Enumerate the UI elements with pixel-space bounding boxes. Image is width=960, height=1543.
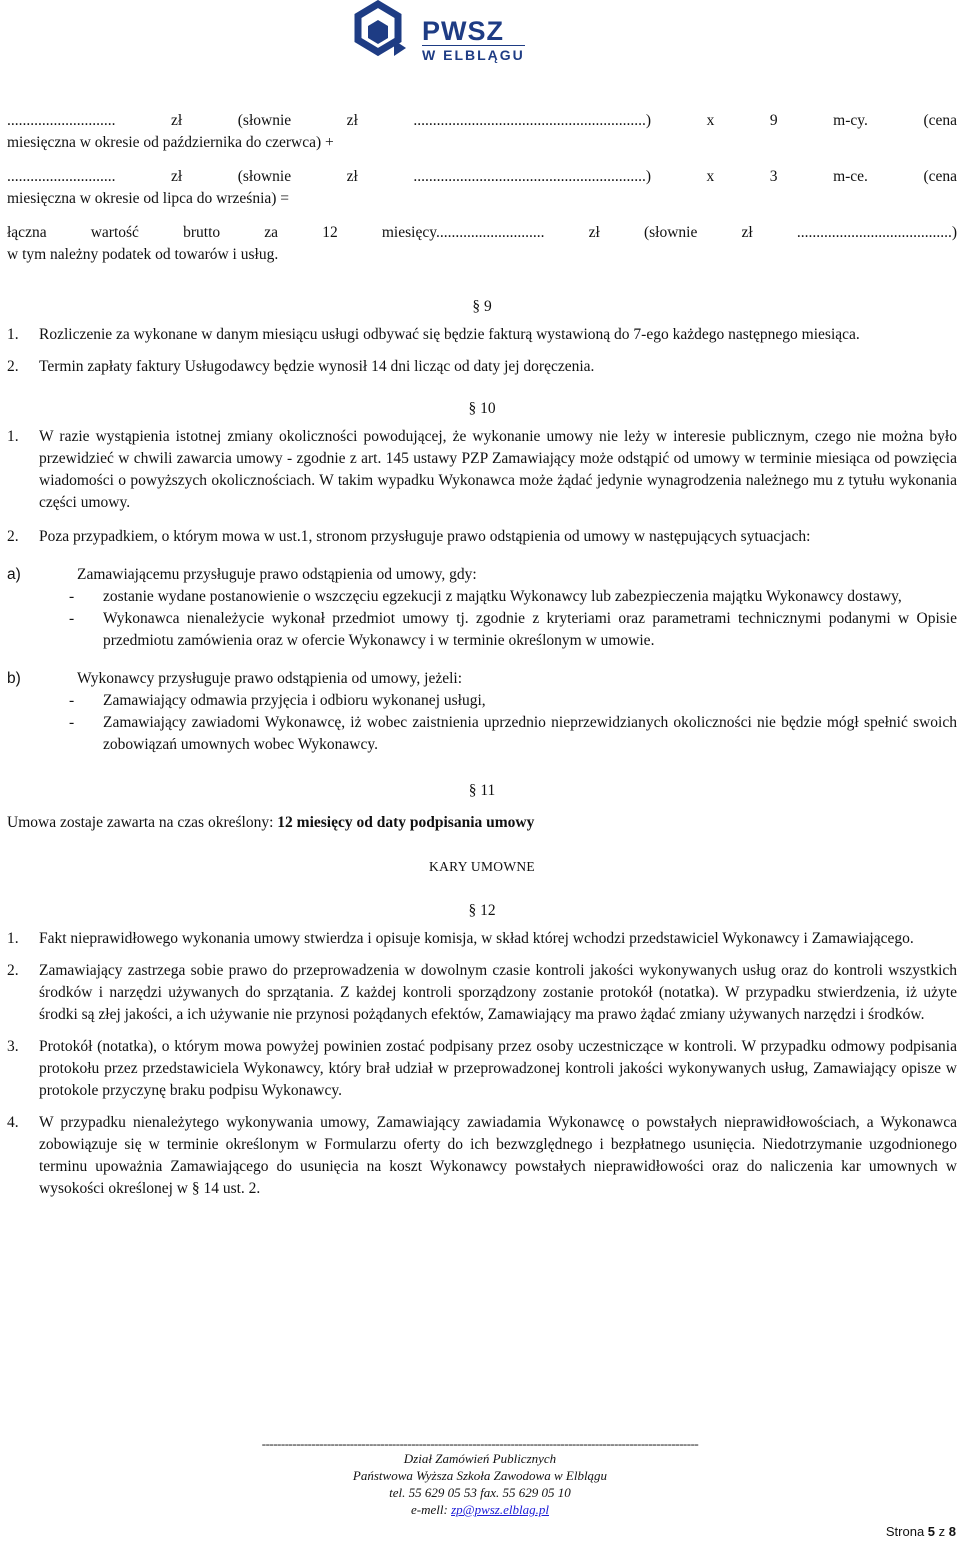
price-line-3b: w tym należny podatek od towarów i usług. [7, 246, 279, 263]
s12-item-1 [7, 928, 957, 950]
s9-item-1 [7, 324, 957, 346]
logo-sub-text: W ELBLĄGU [422, 47, 525, 63]
footer-phone: tel. 55 629 05 53 fax. 55 629 05 10 [389, 1485, 571, 1500]
s12-item-1-num: 1. [7, 930, 19, 947]
s10-item-1-text: W razie wystąpienia istotnej zmiany okoliczności powodującej, że wykonanie umowy nie leży w interesie publicznym, czego nie można było przewidzieć w chwili zawarcia umowy - zgodnie z art. 145 ustawy PZP Zamawiający może odstąpić od umowy w terminie miesiąca od powzięcia wiadomości o powyższych okolicznościach. W takim wypadku Wykonawca może żądać jedynie wynagrodzenia należnego mu z tytułu wykonania części umowy. [39, 428, 957, 511]
dash-marker: - [69, 588, 75, 605]
s12-item-4-text: W przypadku nienależytego wykonywania umowy, Zamawiający zawiadamia Wykonawcę o powstałych nieprawidłowościach, a Wykonawca zobowiązuje się w terminie określonym w Formularzu oferty do ich bezwzględnego i bezpłatnego usunięcia. Niedotrzymanie uzgodnionego terminu upoważnia Zamawiającego do usunięcia na koszt Wykonawcy powstałych nieprawidłowości oraz do naliczenia kar umownych w wysokości określonej w § 14 ust. 2. [39, 1114, 957, 1197]
s11-text [7, 812, 957, 834]
s10-option-a-text: Zamawiającemu przysługuje prawo odstąpienia od umowy, gdy: [77, 566, 477, 583]
price-line-3a: łączna wartość brutto za 12 miesięcy............................ zł (słownie zł ........................................) [7, 224, 957, 241]
document-content [7, 110, 957, 1200]
s12-item-3-num: 3. [7, 1038, 19, 1055]
s12-item-2-num: 2. [7, 962, 19, 979]
s10-b-item-1 [69, 690, 957, 712]
footer-department: Dział Zamówień Publicznych [403, 1451, 557, 1466]
logo-main-text: PWSZ [422, 16, 504, 46]
kary-umowne-heading: KARY UMOWNE [429, 859, 535, 874]
page-number [886, 1524, 956, 1539]
s10-b-item-2 [69, 712, 957, 756]
footer-email-link[interactable]: zp@pwsz.elblag.pl [451, 1502, 549, 1517]
page-number-label: Strona [885, 1524, 928, 1539]
pwsz-logo [340, 0, 570, 72]
price-line-2b: miesięczna w okresie od lipca do września) = [7, 190, 290, 207]
s12-item-3 [7, 1036, 957, 1102]
s9-item-2-text: Termin zapłaty faktury Usługodawcy będzie wynosił 14 dni licząc od daty jej doręczenia. [39, 358, 595, 375]
s12-item-4-num: 4. [7, 1114, 19, 1131]
s10-a-item-1-text: zostanie wydane postanowienie o wszczęciu egzekucji z majątku Wykonawcy lub zabezpieczenia majątku Wykonawcy dostawy, [103, 588, 902, 605]
s10-option-b-text: Wykonawcy przysługuje prawo odstąpienia od umowy, jeżeli: [77, 670, 463, 687]
s10-item-2-text: Poza przypadkiem, o którym mowa w ust.1, stronom przysługuje prawo odstąpienia od umowy w następujących sytuacjach: [39, 528, 811, 545]
page-footer [0, 1438, 960, 1518]
s12-item-2 [7, 960, 957, 1026]
section-11-title: § 11 [468, 782, 496, 799]
s10-option-a-label: a) [7, 566, 21, 583]
s10-option-b-label: b) [7, 670, 21, 687]
s11-text-bold: 12 miesięcy od daty podpisania umowy [277, 814, 535, 831]
logo-text [422, 18, 525, 63]
s9-item-2-num: 2. [7, 358, 19, 375]
section-12-title: § 12 [468, 902, 496, 919]
s9-item-1-text: Rozliczenie za wykonane w danym miesiącu usługi odbywać się będzie fakturą wystawioną do 7-ego każdego następnego miesiąca. [39, 326, 860, 343]
page-number-current: 5 [927, 1524, 936, 1539]
page-number-total: 8 [948, 1524, 956, 1539]
section-10-title: § 10 [468, 400, 496, 417]
logo-emblem-icon [340, 0, 420, 72]
dash-marker: - [69, 692, 75, 709]
footer-rule: ------------------------------------------------------------------------------------------------------------------ [261, 1438, 699, 1450]
s10-item-2-num: 2. [7, 528, 19, 545]
footer-email-line [0, 1501, 960, 1518]
s10-a-item-2-text: Wykonawca nienależycie wykonał przedmiot umowy tj. zgodnie z kryteriami oraz parametrami technicznymi podanymi w Opisie przedmiotu zamówienia oraz w ofercie Wykonawcy i w terminie określonym w umowie. [103, 610, 957, 649]
s12-item-3-text: Protokół (notatka), o którym mowa powyżej powinien zostać podpisany przez osoby uczestniczące w kontroli. W przypadku odmowy podpisania protokołu przez przedstawiciela Wykonawcy, który brał udział w przeprowadzonej kontroli jakości wykonywanych usług, Zamawiający opisze w protokole przyczynę braku podpisu Wykonawcy. [39, 1038, 957, 1099]
s9-item-1-num: 1. [7, 326, 19, 343]
s12-item-2-text: Zamawiający zastrzega sobie prawo do przeprowadzenia w dowolnym czasie kontroli jakości wykonywanych usług oraz do kontroli wszystkich środków i narzędzi używanych do sprzątania. Z każdej kontroli sporządzony zostanie protokół (notatka). W przypadku stwierdzenia, iż użyte środki są złej jakości, a ich używanie nie przynosi pożądanych efektów, Zamawiający ma prawo żądać zmiany używanych narzędzi i środków. [39, 962, 957, 1023]
s10-option-a [7, 564, 957, 586]
s10-a-item-2 [69, 608, 957, 652]
page-number-sep: z [935, 1524, 949, 1539]
s12-item-4 [7, 1112, 957, 1200]
s12-item-1-text: Fakt nieprawidłowego wykonania umowy stwierdza i opisuje komisja, w skład której wchodzi przedstawiciel Wykonawcy i Zamawiającego. [39, 930, 914, 947]
price-line-1a: ............................ zł (słownie zł ............................................................) x 9 m-cy. (cena [7, 112, 957, 129]
s10-item-2 [7, 526, 957, 548]
section-9-title: § 9 [472, 298, 492, 315]
s10-b-item-2-text: Zamawiający zawiadomi Wykonawcę, iż wobec zaistnienia uprzednio nieprzewidzianych okoliczności nie będzie mógł spełnić swoich zobowiązań umownych wobec Wykonawcy. [103, 714, 957, 753]
s10-a-item-1 [69, 586, 957, 608]
s10-item-1 [7, 426, 957, 514]
s10-item-1-num: 1. [7, 428, 19, 445]
s10-b-item-1-text: Zamawiający odmawia przyjęcia i odbioru wykonanej usługi, [103, 692, 486, 709]
s11-text-prefix: Umowa zostaje zawarta na czas określony: [7, 814, 278, 831]
price-line-1b: miesięczna w okresie od października do czerwca) + [7, 134, 334, 151]
dash-marker: - [69, 714, 75, 731]
dash-marker: - [69, 610, 75, 627]
footer-institution: Państwowa Wyższa Szkoła Zawodowa w Elblągu [352, 1468, 608, 1483]
price-line-2a: ............................ zł (słownie zł ............................................................) x 3 m-ce. (cena [7, 168, 957, 185]
s10-option-b [7, 668, 957, 690]
footer-email-label: e-mell: [411, 1502, 452, 1517]
s9-item-2 [7, 356, 957, 378]
